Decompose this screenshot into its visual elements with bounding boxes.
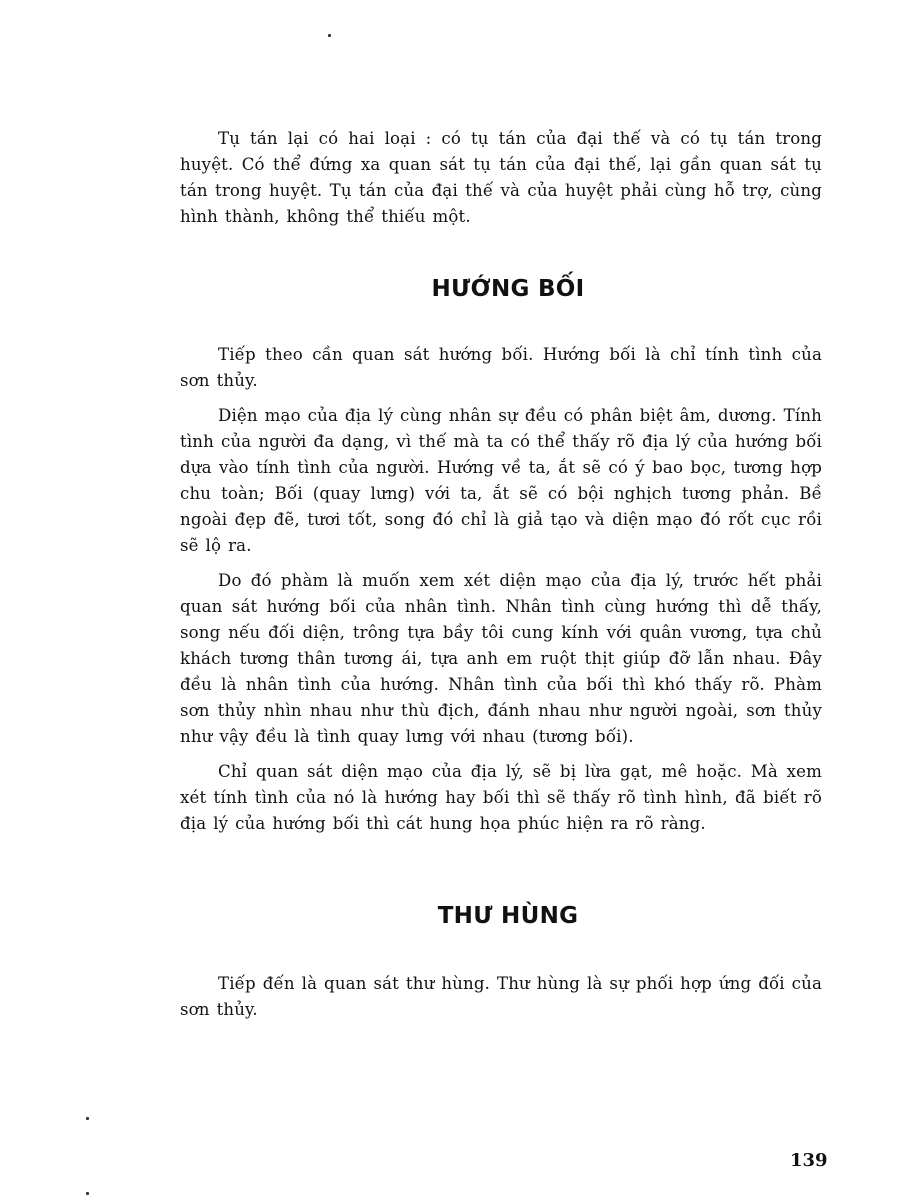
- paragraph: Tiếp đến là quan sát thư hùng. Thư hùng là sự phối hợp ứng đối của sơn thủy.: [180, 974, 822, 1019]
- paragraph: Chỉ quan sát diện mạo của địa lý, sẽ bị lừa gạt, mê hoặc. Mà xem xét tính tình của nó là hướng hay bối thì sẽ thấy rõ tình hình, đã biết rõ địa lý của hướng bối thì cát hung họa phúc hiện ra rõ ràng.: [180, 762, 822, 833]
- section-heading: HƯỚNG BỐI: [431, 276, 585, 302]
- page-number: 139: [790, 1150, 828, 1171]
- section-thu-hung: [180, 903, 822, 1023]
- section-heading: THƯ HÙNG: [437, 903, 579, 929]
- section-tu-tan: [180, 126, 822, 230]
- paragraph: Tiếp theo cần quan sát hướng bối. Hướng bối là chỉ tính tình của sơn thủy.: [180, 345, 822, 390]
- paragraph: Tụ tán lại có hai loại : có tụ tán của đại thế và có tụ tán trong huyệt. Có thể đứng xa quan sát tụ tán của đại thế, lại gần quan sát tụ tán trong huyệt. Tụ tán của đại thế và của huyệt phải cùng hỗ trợ, cùng hình thành, không thể thiếu một.: [180, 129, 822, 226]
- section-huong-boi: [180, 276, 822, 837]
- scan-speck: [86, 1192, 89, 1195]
- paragraph: Diện mạo của địa lý cùng nhân sự đều có phân biệt âm, dương. Tính tình của người đa dạng, vì thế mà ta có thể thấy rõ địa lý của hướng bối dựa vào tính tình của người. Hướng về ta, ắt sẽ có ý bao bọc, tương hợp chu toàn; Bối (quay lưng) với ta, ắt sẽ có bội nghịch tương phản. Bề ngoài đẹp đẽ, tươi tốt, song đó chỉ là giả tạo và diện mạo đó rốt cục rồi sẽ lộ ra.: [180, 406, 822, 555]
- scan-speck: [86, 1117, 89, 1120]
- scan-speck: [328, 34, 331, 37]
- book-page: [180, 126, 822, 1023]
- paragraph: Do đó phàm là muốn xem xét diện mạo của địa lý, trước hết phải quan sát hướng bối của nhân tình. Nhân tình cùng hướng thì dễ thấy, song nếu đối diện, trông tựa bầy tôi cung kính với quân vương, tựa chủ khách tương thân tương ái, tựa anh em ruột thịt giúp đỡ lẫn nhau. Đây đều là nhân tình của hướng. Nhân tình của bối thì khó thấy rõ. Phàm sơn thủy nhìn nhau như thù địch, đánh nhau như người ngoài, sơn thủy như vậy đều là tình quay lưng với nhau (tương bối).: [180, 571, 822, 746]
